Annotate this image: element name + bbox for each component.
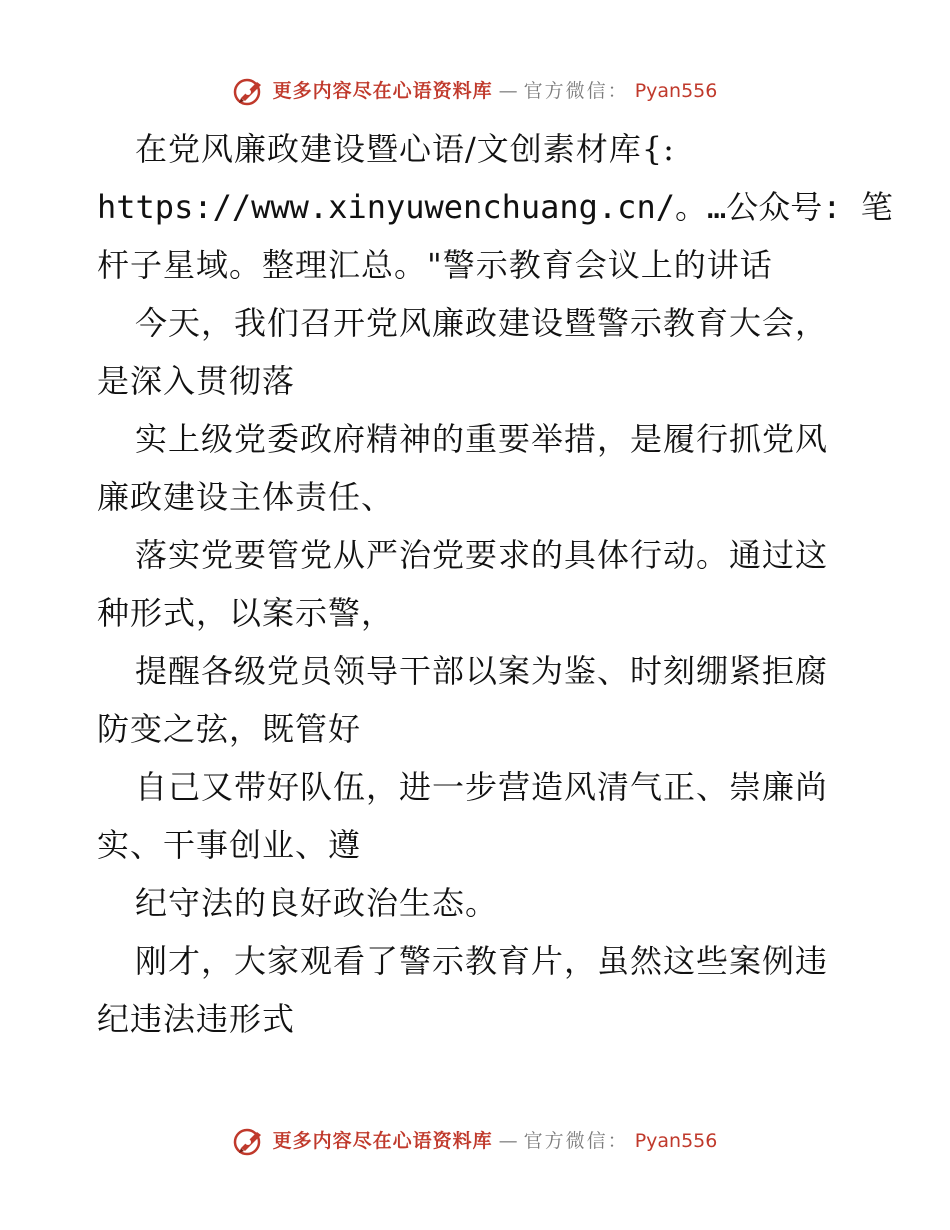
- text-line: 防变之弦，既管好: [97, 710, 362, 748]
- banner-wechat-label: 官方微信：: [523, 1130, 629, 1152]
- banner-wechat-id: Pyan556: [634, 80, 718, 102]
- header-banner: [0, 76, 950, 106]
- text-line: 是深入贯彻落: [97, 362, 296, 400]
- text-line: 廉政建设主体责任、: [97, 478, 395, 516]
- text-line: https://www.xinyuwenchuang.cn/。…公众号: 笔: [97, 188, 893, 226]
- text-line: 提醒各级党员领导干部以案为鉴、时刻绷紧拒腐: [135, 652, 829, 690]
- text-line: 刚才，大家观看了警示教育片，虽然这些案例违: [135, 942, 829, 980]
- banner-title: 更多内容尽在心语资料库: [272, 80, 493, 102]
- text-line: 实上级党委政府精神的重要举措，是履行抓党风: [135, 420, 829, 458]
- text-line: 实、干事创业、遵: [97, 826, 362, 864]
- text-line: 在党风廉政建设暨心语/文创素材库{:: [135, 130, 675, 168]
- text-line: 种形式，以案示警，: [97, 594, 395, 632]
- banner-dash: —: [498, 80, 518, 102]
- footer-banner: [0, 1126, 950, 1156]
- banner-dash: —: [498, 1130, 518, 1152]
- text-line: 落实党要管党从严治党要求的具体行动。通过这: [135, 536, 829, 574]
- text-line: 今天，我们召开党风廉政建设暨警示教育大会，: [135, 304, 829, 342]
- pen-logo-icon: [233, 76, 267, 106]
- banner-wechat-id: Pyan556: [634, 1130, 718, 1152]
- text-line: 纪违法违形式: [97, 1000, 296, 1038]
- text-line: 纪守法的良好政治生态。: [135, 884, 499, 922]
- text-line: 杆子星域。整理汇总。"警示教育会议上的讲话: [97, 246, 773, 284]
- banner-wechat-label: 官方微信：: [523, 80, 629, 102]
- document-body: [97, 120, 893, 1048]
- pen-logo-icon: [233, 1126, 267, 1156]
- banner-title: 更多内容尽在心语资料库: [272, 1130, 493, 1152]
- text-line: 自己又带好队伍，进一步营造风清气正、崇廉尚: [135, 768, 829, 806]
